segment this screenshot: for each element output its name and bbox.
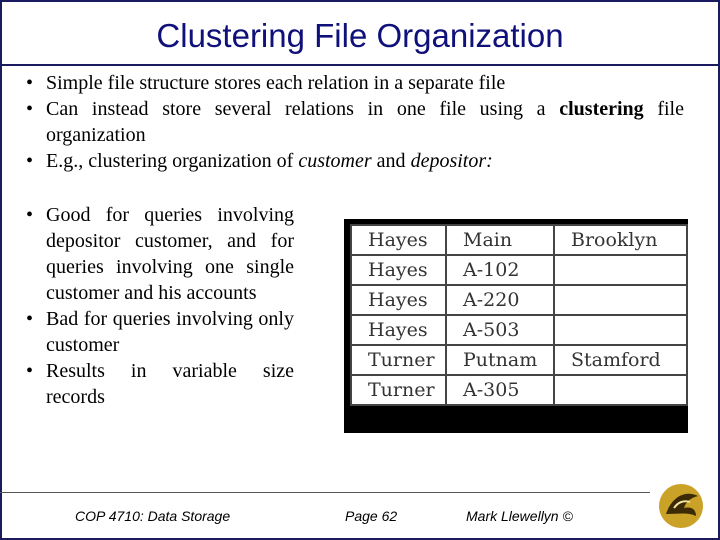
bullet-text: E.g., clustering organization of: [46, 150, 299, 172]
table-cell: [554, 285, 687, 315]
table-cell: A-220: [446, 285, 554, 315]
footer-author: Mark Llewellyn ©: [466, 508, 573, 524]
table-row: [351, 375, 687, 405]
top-bullet-list: [22, 70, 684, 174]
table-cell: Hayes: [351, 225, 446, 255]
table-cell: [554, 375, 687, 405]
table-row: [351, 315, 687, 345]
bullet-item: • Results in variable size records: [22, 358, 294, 410]
table-row: [351, 255, 687, 285]
left-bullet-list: [22, 202, 294, 410]
bullet-italic-text: depositor:: [410, 150, 493, 172]
table-cell: [554, 315, 687, 345]
table-row: [351, 345, 687, 375]
table-cell: Turner: [351, 375, 446, 405]
table-row: [351, 225, 687, 255]
bullet-item: [22, 70, 684, 96]
table-cell: A-305: [446, 375, 554, 405]
table-cell: Hayes: [351, 315, 446, 345]
table-cell: Stamford: [554, 345, 687, 375]
table-cell: Turner: [351, 345, 446, 375]
bullet-text: Simple file structure stores each relation in a separate file: [46, 72, 506, 94]
table-cell: A-102: [446, 255, 554, 285]
bullet-item: • Bad for queries involving only customer: [22, 306, 294, 358]
bullet-item: [22, 148, 684, 174]
bullet-text: Can instead store several relations in one file using a: [46, 98, 560, 120]
table-cell: [554, 255, 687, 285]
table-row: [351, 285, 687, 315]
slide-title: Clustering File Organization: [156, 17, 564, 54]
footer-divider: [0, 492, 650, 493]
title-divider: [0, 64, 720, 66]
table-cell: Main: [446, 225, 554, 255]
footer-course: COP 4710: Data Storage: [75, 508, 231, 524]
table-cell: A-503: [446, 315, 554, 345]
bullet-text: file organization: [46, 98, 684, 146]
bullet-text: and: [371, 150, 411, 172]
footer-page: Page 62: [345, 508, 398, 524]
ucf-pegasus-logo-icon: [652, 478, 710, 534]
bullet-italic-text: customer: [298, 150, 372, 172]
bullet-item: • Good for queries involving depositor customer, and for queries involving one single customer and his accounts: [22, 202, 294, 306]
clustered-records-table: [350, 224, 688, 406]
table-cell: Hayes: [351, 285, 446, 315]
table-cell: Hayes: [351, 255, 446, 285]
bullet-item: [22, 96, 684, 148]
bullet-bold-text: clustering: [559, 98, 644, 120]
table-cell: Putnam: [446, 345, 554, 375]
table-cell: Brooklyn: [554, 225, 687, 255]
